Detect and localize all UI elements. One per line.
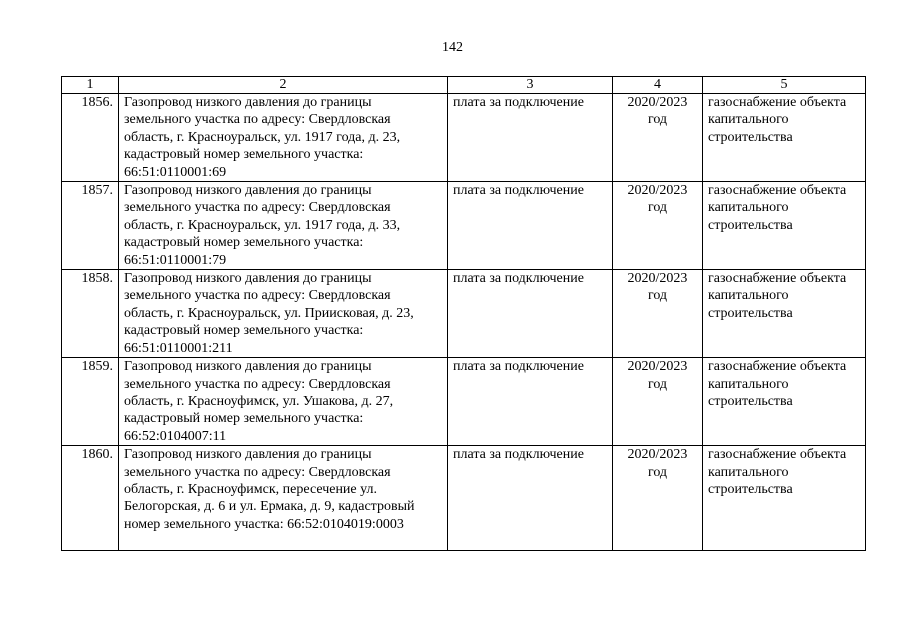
fee-type: плата за подключение [448, 94, 613, 182]
registry-table [61, 76, 866, 551]
row-number: 1856. [62, 94, 119, 182]
purpose: газоснабжение объекта капитального строительства [703, 358, 866, 446]
object-description: Газопровод низкого давления до границы земельного участка по адресу: Свердловская область, г. Красноуральск, ул. 1917 года, д. 33, кадастровый номер земельного участка: 66:51:0110001:79 [119, 182, 448, 270]
period: 2020/2023 год [613, 182, 703, 270]
row-number: 1860. [62, 446, 119, 551]
table-row [62, 270, 866, 358]
column-header-1: 1 [62, 77, 119, 94]
row-number: 1859. [62, 358, 119, 446]
table-row [62, 182, 866, 270]
fee-type: плата за подключение [448, 446, 613, 551]
row-number: 1858. [62, 270, 119, 358]
object-description: Газопровод низкого давления до границы земельного участка по адресу: Свердловская область, г. Красноуральск, ул. Приисковая, д. 23, кадастровый номер земельного участка: 66:51:0110001:211 [119, 270, 448, 358]
object-description: Газопровод низкого давления до границы земельного участка по адресу: Свердловская область, г. Красноуральск, ул. 1917 года, д. 23, кадастровый номер земельного участка: 66:51:0110001:69 [119, 94, 448, 182]
page-number: 142 [442, 40, 463, 55]
table-row [62, 446, 866, 551]
fee-type: плата за подключение [448, 358, 613, 446]
column-header-5: 5 [703, 77, 866, 94]
period: 2020/2023 год [613, 94, 703, 182]
purpose: газоснабжение объекта капитального строительства [703, 270, 866, 358]
column-header-2: 2 [119, 77, 448, 94]
table-row [62, 94, 866, 182]
object-description: Газопровод низкого давления до границы земельного участка по адресу: Свердловская область, г. Красноуфимск, пересечение ул. Белогорская, д. 6 и ул. Ермака, д. 9, кадастровый номер земельного участка: 66:52:0104019:0003 [119, 446, 448, 551]
purpose: газоснабжение объекта капитального строительства [703, 94, 866, 182]
fee-type: плата за подключение [448, 182, 613, 270]
column-header-3: 3 [448, 77, 613, 94]
table-header [62, 77, 866, 94]
purpose: газоснабжение объекта капитального строительства [703, 446, 866, 551]
table-row [62, 358, 866, 446]
row-number: 1857. [62, 182, 119, 270]
period: 2020/2023 год [613, 270, 703, 358]
period: 2020/2023 год [613, 358, 703, 446]
column-header-4: 4 [613, 77, 703, 94]
header-row [62, 77, 866, 94]
fee-type: плата за подключение [448, 270, 613, 358]
purpose: газоснабжение объекта капитального строительства [703, 182, 866, 270]
table-body [62, 94, 866, 551]
object-description: Газопровод низкого давления до границы земельного участка по адресу: Свердловская область, г. Красноуфимск, ул. Ушакова, д. 27, кадастровый номер земельного участка: 66:52:0104007:11 [119, 358, 448, 446]
period: 2020/2023 год [613, 446, 703, 551]
